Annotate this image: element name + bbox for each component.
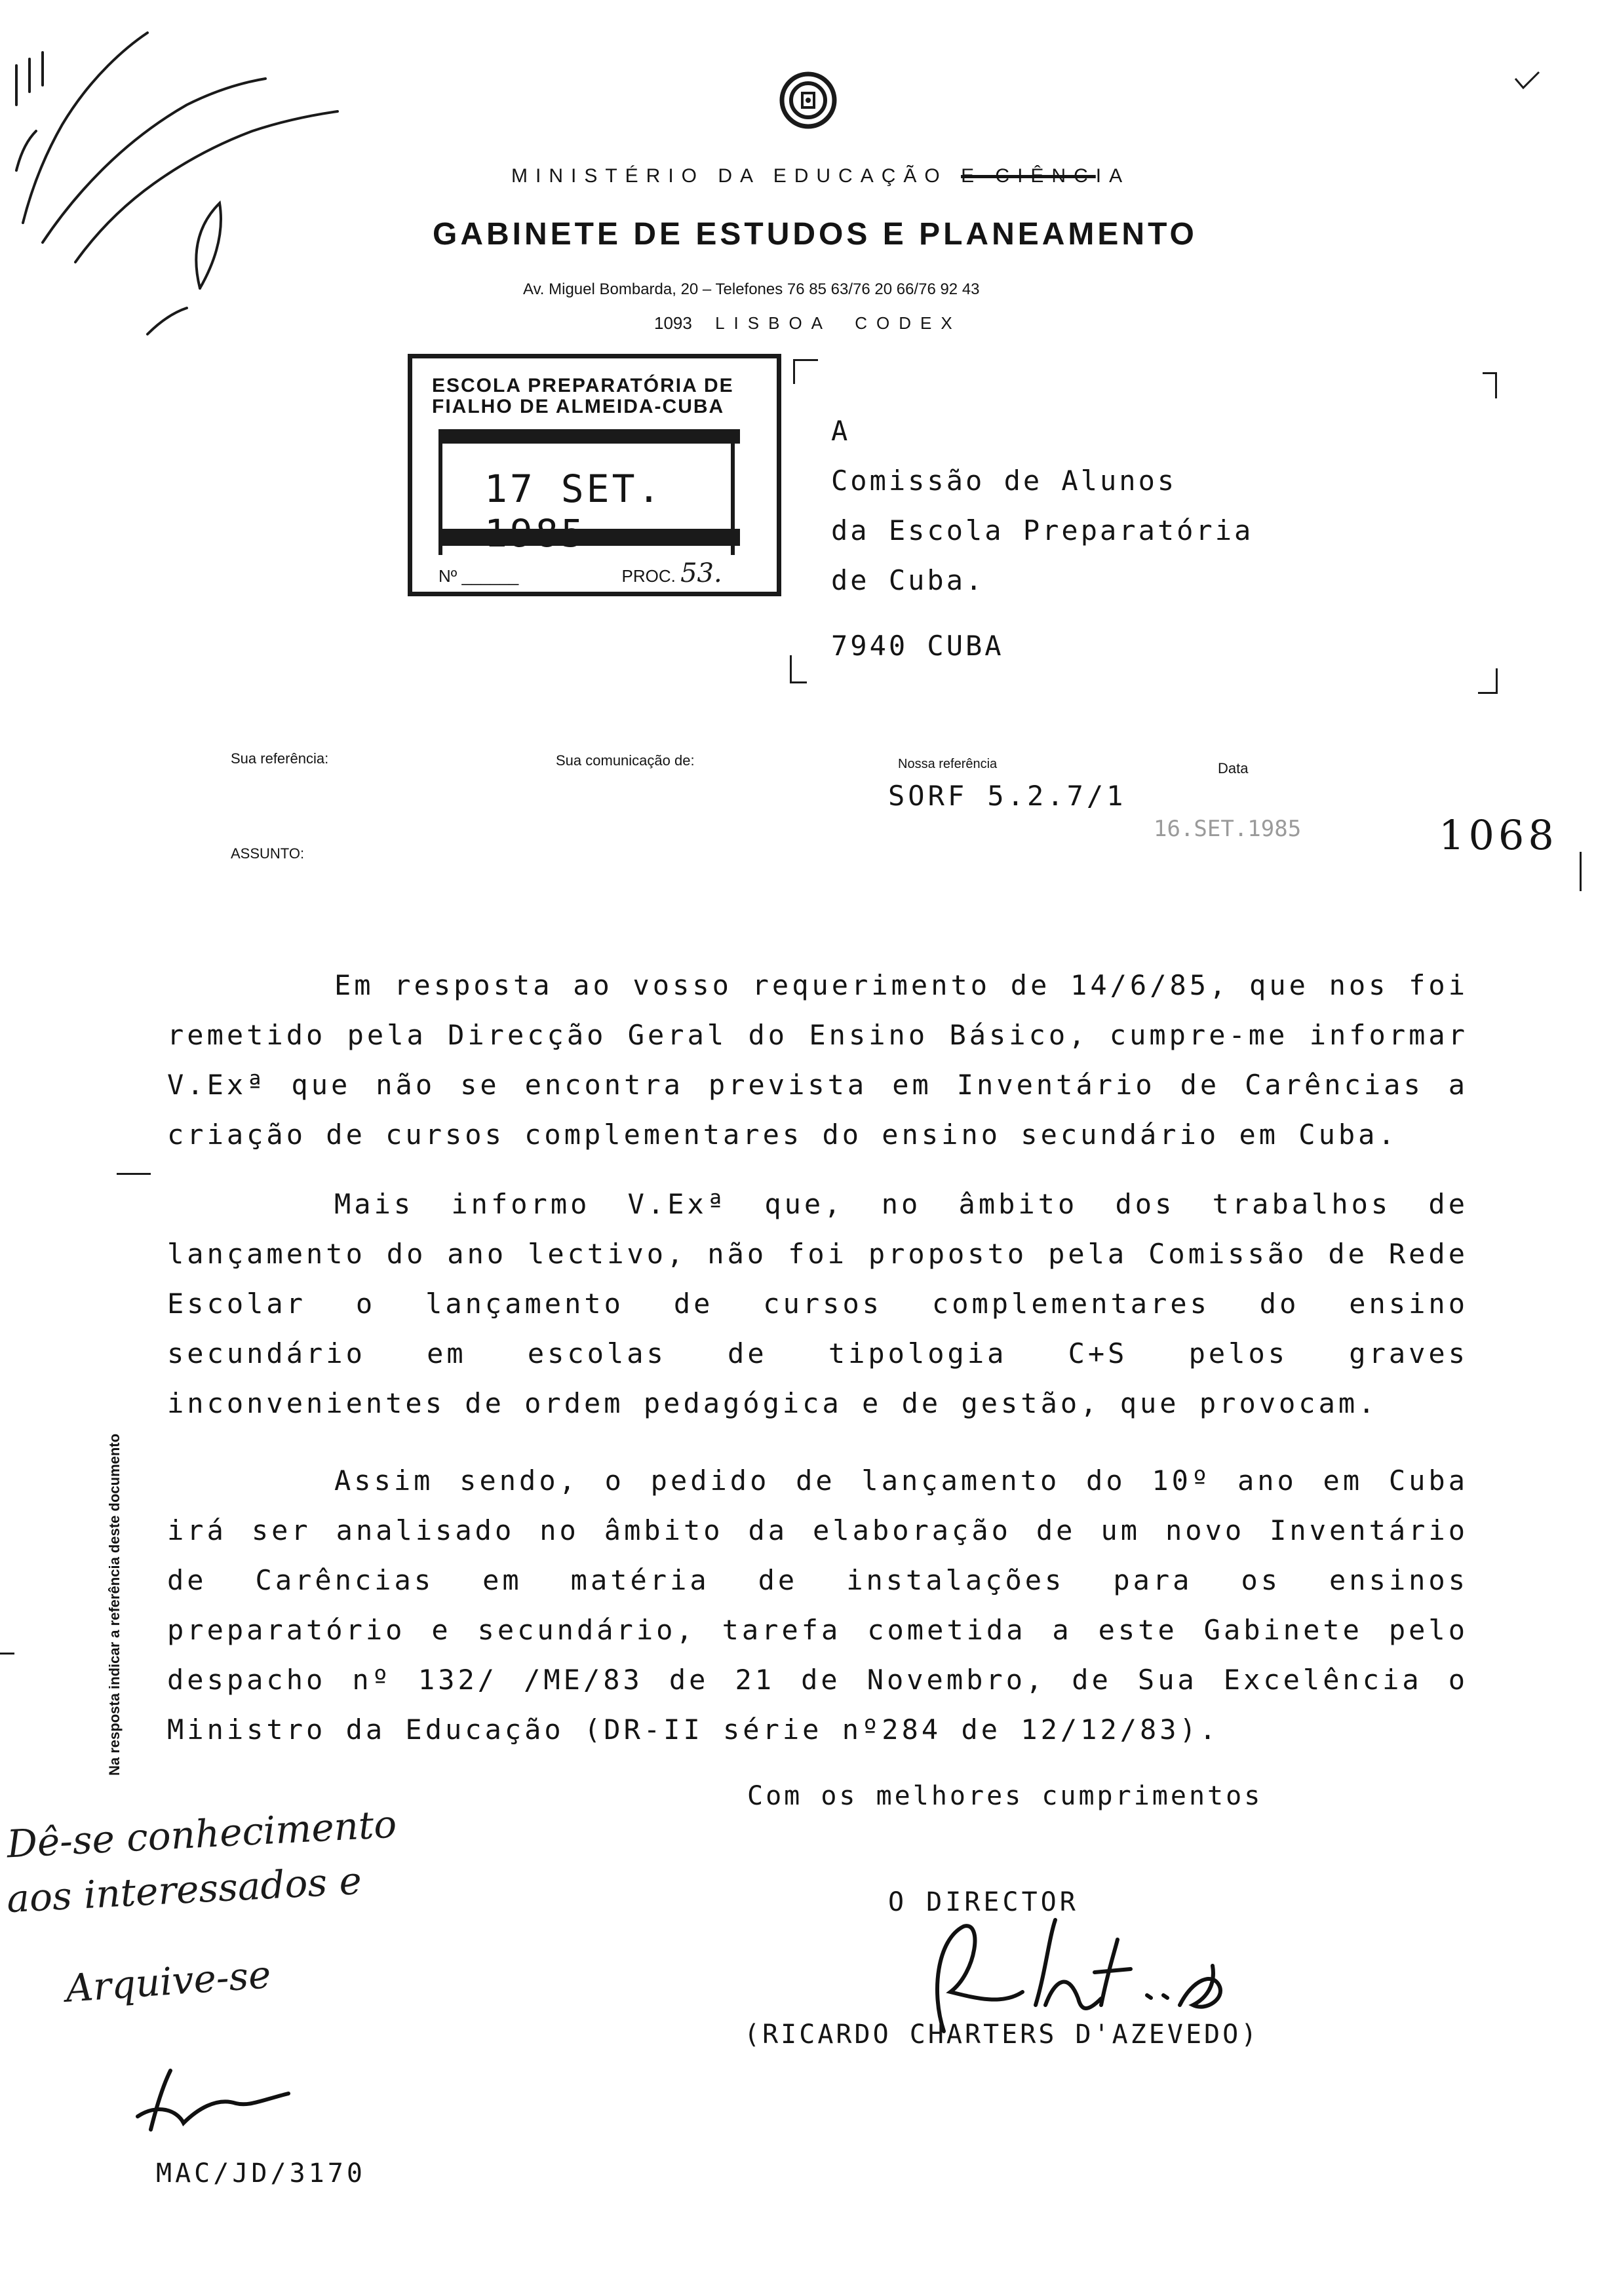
our-reference-value: SORF 5.2.7/1 [888, 780, 1127, 812]
left-margin-mark [0, 1653, 14, 1655]
addressee-line: de Cuba. [831, 564, 985, 596]
signatory-title: O DIRECTOR [888, 1887, 1079, 1917]
window-corner-bl-v [790, 655, 792, 683]
document-number: 1068 [1439, 811, 1558, 859]
handwritten-note-top [3, 26, 397, 393]
body-paragraph-1: Em resposta ao vosso requerimento de 14/6/85, que nos foi remetido pela Direcção Geral do Ensino Básico, cumpre-me informar V.Exª que não se encontra prevista em Inventário de Carências a criação de cursos complementares do ensino secundário em Cuba. [167, 969, 1468, 1151]
handwritten-note-line: Arquive-se [64, 1952, 273, 2011]
coat-of-arms-emblem [779, 71, 838, 130]
right-margin-mark [1580, 852, 1582, 891]
stamp-date: 17 SET. [484, 467, 663, 511]
window-corner-bl-h [790, 681, 807, 683]
your-reference-label: Sua referência: [231, 750, 329, 767]
date-value: 16.SET.1985 [1154, 816, 1302, 842]
body-paragraph-2: Mais informo V.Exª que, no âmbito dos trabalhos de lançamento do ano lectivo, não foi proposto pela Comissão de Rede Escolar o lançamento de cursos complementares do ensino secundário em escolas de tipologia C+S pelos graves inconvenientes de ordem pedagógica e de gestão, que provocam. [167, 1188, 1468, 1419]
ministry-name: MINISTÉRIO DA EDUCAÇÃO E CIÊNCIA [511, 165, 1131, 187]
window-corner-br-v [1496, 668, 1498, 694]
addressee-line: 7940 CUBA [831, 630, 1004, 662]
initials-signature [131, 2064, 328, 2143]
window-corner-tl-v [793, 359, 795, 384]
office-name: GABINETE DE ESTUDOS E PLANEAMENTO [433, 217, 1197, 252]
addressee-line: Comissão de Alunos [831, 465, 1177, 497]
handwritten-note-line: Dê-se conhecimento [5, 1801, 398, 1867]
school-receipt-stamp [408, 354, 781, 596]
our-reference-label: Nossa referência [898, 757, 998, 771]
margin-dash [117, 1173, 151, 1175]
stamp-bar-bottom [438, 529, 740, 546]
body-paragraph-3: Assim sendo, o pedido de lançamento do 10º ano em Cuba irá ser analisado no âmbito da elaboração de um novo Inventário de Carências em matéria de instalações para os ensinos preparatório e secundário, tarefa cometida a este Gabinete pelo despacho nº 132/ /ME/83 de 21 de Novembro, de Sua Excelência o Ministro da Educação (DR-II série nº284 de 12/12/83). [167, 1464, 1468, 1746]
addressee-block [831, 406, 1253, 671]
closing-salutation: Com os melhores cumprimentos [747, 1781, 1263, 1811]
date-label: Data [1218, 760, 1249, 776]
stamp-footer: Nº ______ PROC. 53. [438, 558, 722, 588]
subject-label: ASSUNTO: [231, 845, 305, 862]
ministry-struck-text: E CIÊNC [961, 165, 1096, 187]
reference-instruction-note: Na resposta indicar a referência deste documento [106, 1433, 123, 1776]
stamp-school-name: ESCOLA PREPARATÓRIA DE FIALHO DE ALMEIDA-CUBA [432, 375, 734, 417]
office-address: Av. Miguel Bombarda, 20 – Telefones 76 85 63/76 20 66/76 92 43 [523, 280, 980, 298]
your-communication-label: Sua comunicação de: [556, 752, 695, 769]
signatory-name: (RICARDO CHARTERS D'AZEVEDO) [744, 2019, 1260, 2050]
check-mark-icon [1514, 71, 1540, 90]
window-corner-tr-v [1495, 372, 1497, 398]
window-corner-br-h [1478, 692, 1498, 694]
window-corner-tl-h [793, 359, 818, 361]
filing-code: MAC/JD/3170 [156, 2158, 366, 2189]
addressee-line: A [831, 415, 851, 447]
handwritten-note-line: aos interessados e [5, 1858, 363, 1922]
addressee-line: da Escola Preparatória [831, 514, 1254, 546]
office-city: 1093 LISBOA CODEX [654, 313, 962, 333]
